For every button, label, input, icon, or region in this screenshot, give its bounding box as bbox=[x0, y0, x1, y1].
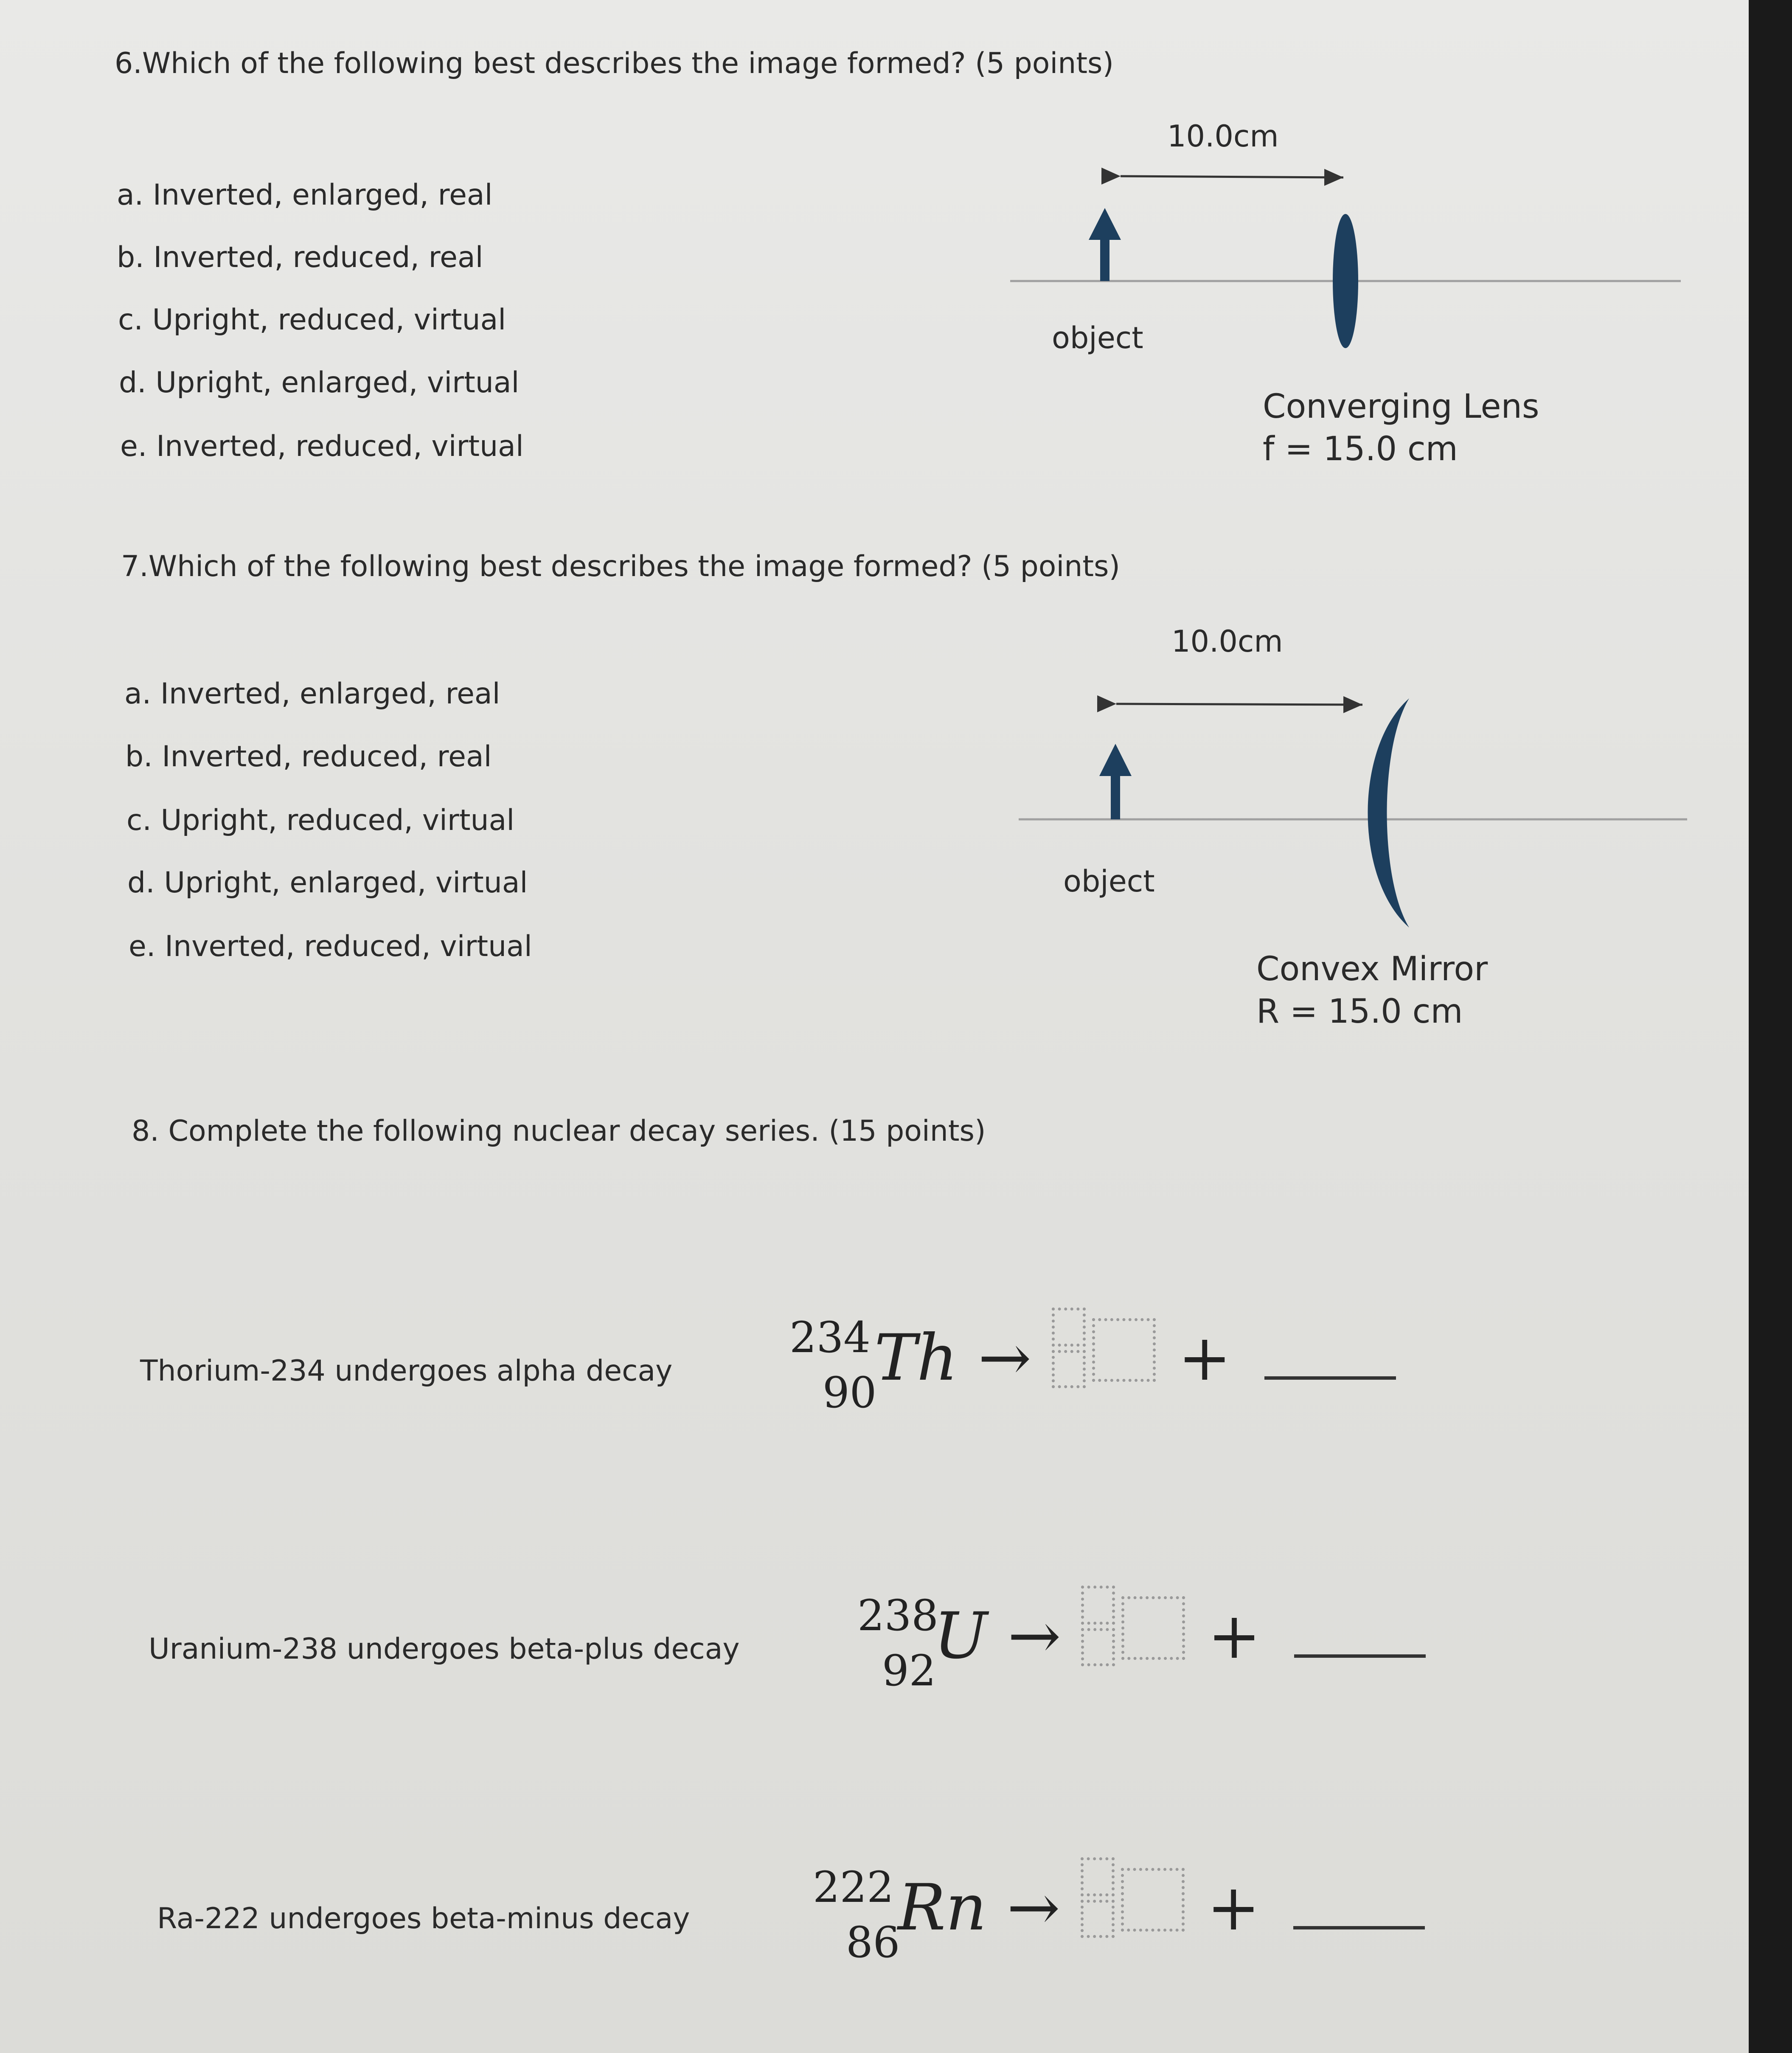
q6-lens-focal: f = 15.0 cm bbox=[1263, 430, 1458, 468]
q8-title: 8. Complete the following nuclear decay series. (15 points) bbox=[132, 1114, 986, 1148]
q7-convex-mirror-icon bbox=[1368, 698, 1410, 928]
q7-option-c: c. Upright, reduced, virtual bbox=[126, 804, 515, 837]
q7-mirror-name: Convex Mirror bbox=[1256, 950, 1488, 988]
q7-title: 7.Which of the following best describes the image formed? (5 points) bbox=[121, 550, 1120, 583]
decay2-arrow: → bbox=[1008, 1599, 1061, 1673]
q7-mirror-diagram bbox=[1019, 698, 1687, 928]
q6-lens-name: Converging Lens bbox=[1263, 388, 1539, 426]
q6-option-a: a. Inverted, enlarged, real bbox=[117, 178, 493, 212]
q6-converging-lens-icon bbox=[1333, 214, 1358, 348]
decay1-atomic-number: 90 bbox=[823, 1368, 877, 1417]
decay1-arrow: → bbox=[978, 1321, 1032, 1395]
q6-option-c: c. Upright, reduced, virtual bbox=[118, 303, 506, 337]
decay2-blank[interactable] bbox=[1294, 1650, 1426, 1658]
decay3-blank[interactable] bbox=[1293, 1922, 1425, 1929]
decay1-label: Thorium-234 undergoes alpha decay bbox=[140, 1354, 673, 1388]
q6-option-d: d. Upright, enlarged, virtual bbox=[119, 366, 520, 399]
decay3-atomic-number: 86 bbox=[846, 1918, 900, 1967]
decay3-equation bbox=[813, 1857, 1425, 1967]
q6-object-label: object bbox=[1052, 321, 1143, 355]
decay1-answer-box[interactable] bbox=[1052, 1308, 1158, 1388]
decay2-equation bbox=[849, 1586, 1426, 1696]
decay1-mass-number: 234 bbox=[789, 1313, 871, 1362]
q6-object-arrowhead bbox=[1089, 208, 1121, 240]
decay3-symbol: Rn bbox=[898, 1871, 987, 1945]
q7-mirror-radius: R = 15.0 cm bbox=[1256, 993, 1463, 1031]
decay3-label: Ra-222 undergoes beta-minus decay bbox=[157, 1902, 690, 1935]
decay2-answer-box[interactable] bbox=[1081, 1586, 1187, 1666]
decay2-mass-number: 238 bbox=[857, 1591, 938, 1640]
q6-option-b: b. Inverted, reduced, real bbox=[117, 241, 483, 274]
q6-distance-label: 10.0cm bbox=[1167, 119, 1279, 154]
decay1-blank[interactable] bbox=[1264, 1372, 1396, 1380]
q6-distance-arrow bbox=[1121, 176, 1343, 177]
decay1-plus: + bbox=[1178, 1321, 1232, 1395]
q7-object-label: object bbox=[1063, 864, 1155, 899]
decay2-nuclide bbox=[849, 1591, 988, 1696]
decay3-mass-number: 222 bbox=[813, 1862, 894, 1912]
q7-option-d: d. Upright, enlarged, virtual bbox=[127, 866, 528, 900]
decay1-nuclide bbox=[789, 1313, 958, 1417]
decay3-plus: + bbox=[1207, 1871, 1260, 1945]
q6-title: 6.Which of the following best describes the image formed? (5 points) bbox=[115, 47, 1114, 80]
q7-option-a: a. Inverted, enlarged, real bbox=[124, 677, 500, 711]
decay3-answer-box[interactable] bbox=[1081, 1857, 1187, 1938]
q7-option-e: e. Inverted, reduced, virtual bbox=[129, 930, 532, 963]
q7-distance-label: 10.0cm bbox=[1171, 624, 1283, 659]
decay1-equation bbox=[789, 1308, 1396, 1417]
decay2-plus: + bbox=[1208, 1599, 1261, 1673]
q7-distance-arrow bbox=[1116, 704, 1362, 705]
decay2-atomic-number: 92 bbox=[882, 1646, 936, 1696]
q7-option-b: b. Inverted, reduced, real bbox=[125, 740, 492, 773]
decay2-label: Uranium-238 undergoes beta-plus decay bbox=[149, 1632, 740, 1666]
decay1-symbol: Th bbox=[874, 1321, 958, 1395]
decay3-arrow: → bbox=[1007, 1871, 1060, 1945]
q7-object-arrowhead bbox=[1099, 744, 1132, 776]
q6-lens-diagram bbox=[1010, 176, 1681, 348]
decay3-nuclide bbox=[813, 1862, 987, 1967]
q6-option-e: e. Inverted, reduced, virtual bbox=[120, 430, 524, 463]
decay2-symbol: U bbox=[934, 1599, 988, 1673]
